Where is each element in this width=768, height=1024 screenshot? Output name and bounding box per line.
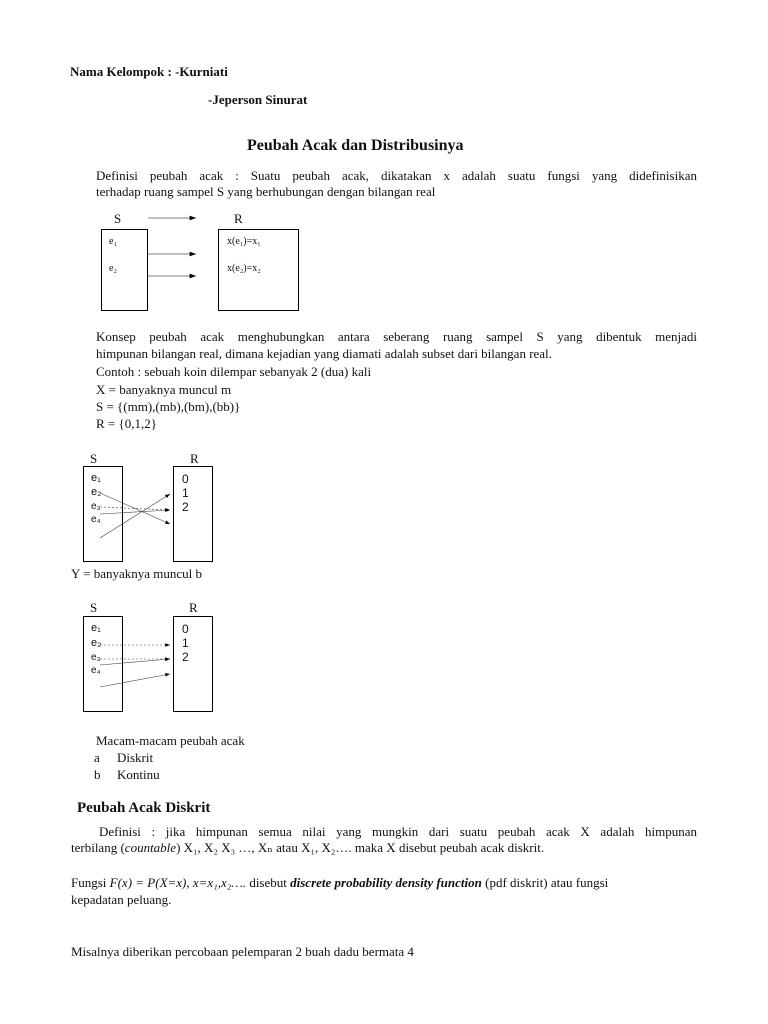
diagram-2-s-label: S bbox=[90, 451, 98, 466]
list-item: Diskrit bbox=[117, 750, 154, 765]
diagram-3-s-item: e₃ bbox=[91, 652, 101, 663]
diagram-2-s-item: e₃ bbox=[91, 501, 101, 512]
diagram-1-r-label: R bbox=[234, 211, 243, 226]
diagram-3-s-label: S bbox=[90, 600, 98, 615]
diagram-2-r-item: 0 bbox=[182, 472, 189, 486]
diagram-3-s-item: e₂ bbox=[91, 637, 102, 649]
diagram-2-r-item: 1 bbox=[182, 486, 189, 500]
diagram-3-s-item: e₁ bbox=[91, 622, 101, 634]
pdf-definition-line-2: kepadatan peluang. bbox=[71, 892, 172, 907]
diagram-3-r-item: 1 bbox=[182, 636, 189, 650]
text-fragment: terbilang ( bbox=[71, 840, 125, 855]
pdf-formula: F(x) = P(X=x), x=x₁,x₂…. bbox=[109, 875, 247, 890]
list-item: Kontinu bbox=[117, 767, 160, 782]
footer-text: Misalnya diberikan percobaan pelemparan 2 buah dadu bermata 4 bbox=[71, 944, 414, 959]
types-heading: Macam-macam peubah acak bbox=[96, 733, 245, 748]
concept-line-1: Konsep peubah acak menghubungkan antara seberang ruang sampel S yang dibentuk menjadi bbox=[96, 329, 697, 344]
diagram-3-r-label: R bbox=[189, 600, 198, 615]
group-label: Nama Kelompok : -Kurniati bbox=[70, 64, 228, 79]
pdf-definition-line-1 bbox=[71, 875, 608, 891]
diagram-2-s-item: e₁ bbox=[91, 472, 101, 484]
text-fragment: Fungsi bbox=[71, 875, 110, 890]
y-definition: Y = banyaknya muncul b bbox=[71, 566, 203, 581]
example-text: Contoh : sebuah koin dilempar sebanyak 2 (dua) kali bbox=[96, 364, 372, 379]
text-fragment: (pdf diskrit) atau fungsi bbox=[481, 875, 609, 890]
page-title: Peubah Acak dan Distribusinya bbox=[247, 137, 464, 154]
diagram-2-s-item: e₂ bbox=[91, 486, 102, 498]
discrete-definition-line-2 bbox=[71, 840, 544, 856]
diagram-3-r-item: 0 bbox=[182, 622, 189, 636]
diagram-3-s-item: e₄ bbox=[91, 665, 101, 676]
diagram-1-s-item: e₁ bbox=[109, 236, 117, 247]
definition-line-2: terhadap ruang sampel S yang berhubungan dengan bilangan real bbox=[96, 184, 436, 199]
diagram-2-r-label: R bbox=[190, 451, 199, 466]
list-marker: a bbox=[94, 750, 100, 765]
r-set: R = {0,1,2} bbox=[96, 416, 157, 431]
member-name: -Jeperson Sinurat bbox=[208, 92, 308, 107]
diagram-2-s-item: e₄ bbox=[91, 514, 101, 525]
s-set: S = {(mm),(mb),(bm),(bb)} bbox=[96, 399, 241, 414]
text-fragment: disebut bbox=[246, 875, 291, 890]
diagram-3-r-item: 2 bbox=[182, 650, 189, 664]
list-marker: b bbox=[94, 767, 101, 782]
section-heading: Peubah Acak Diskrit bbox=[77, 800, 211, 816]
diagram-1-s-label: S bbox=[114, 211, 122, 226]
diagram-1-r-item: x(e₂)=x₂ bbox=[227, 263, 261, 274]
diagram-1-r-item: x(e₁)=x₁ bbox=[227, 236, 261, 247]
definition-line-1: Definisi peubah acak : Suatu peubah acak, dikatakan x adalah suatu fungsi yang didefinisikan bbox=[96, 168, 697, 183]
pdf-term: discrete probability density function bbox=[290, 875, 482, 890]
concept-line-2: himpunan bilangan real, dimana kejadian yang diamati adalah subset dari bilangan real. bbox=[96, 346, 552, 361]
discrete-definition-line-1: Definisi : jika himpunan semua nilai yang mungkin dari suatu peubah acak X adalah himpunan bbox=[99, 824, 697, 839]
text-fragment: ) X₁, X₂ X₃ …, Xₙ atau X₁, X₂…. maka X disebut peubah acak diskrit. bbox=[176, 840, 545, 855]
diagram-2-r-item: 2 bbox=[182, 500, 189, 514]
x-definition: X = banyaknya muncul m bbox=[96, 382, 232, 397]
countable-term: countable bbox=[124, 840, 177, 855]
diagram-1-s-item: e₂ bbox=[109, 263, 117, 274]
